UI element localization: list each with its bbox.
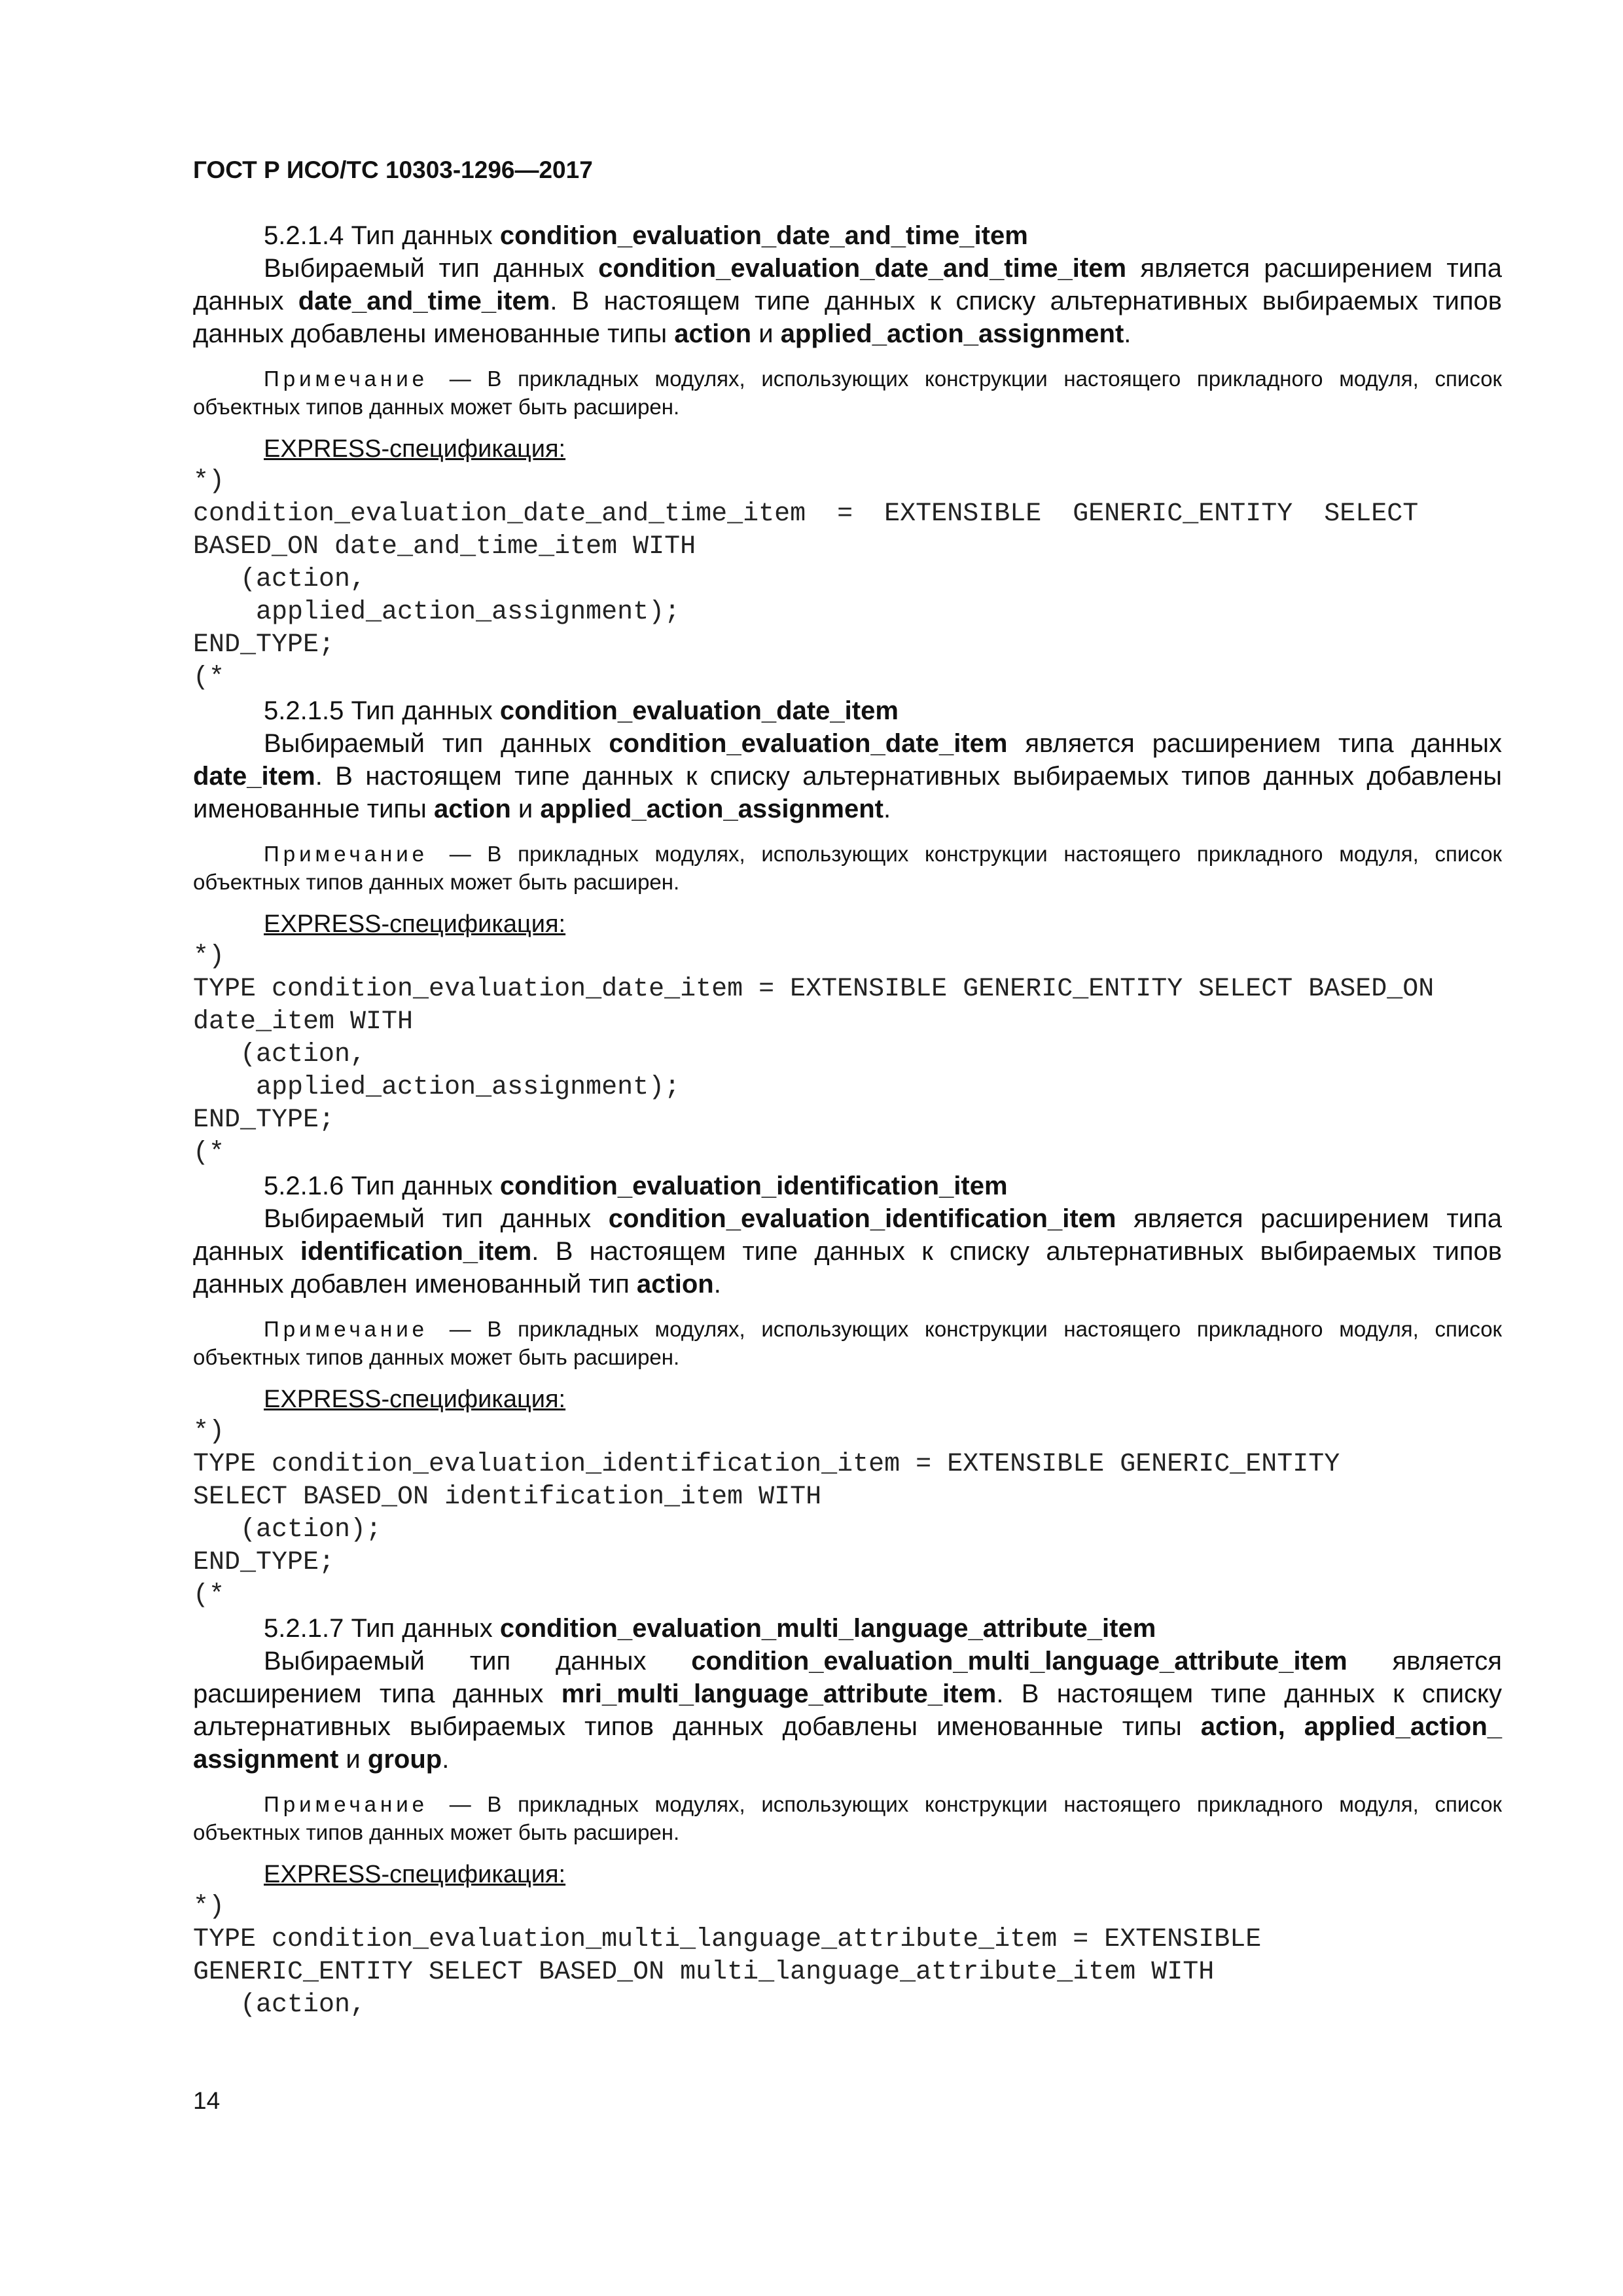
para-term: applied_action_assignment	[780, 319, 1124, 348]
note	[193, 840, 1502, 896]
note	[193, 1790, 1502, 1846]
express-code-block: *) TYPE condition_evaluation_multi_language_attribute_item = EXTENSIBLE GENERIC_ENTITY SELECT BASED_ON multi_language_attribute_item WITH (action,	[193, 1892, 1262, 2020]
para-term: mri_multi_language_attribute_item	[561, 1679, 997, 1708]
section-paragraph	[193, 1645, 1502, 1776]
section-number: 5.2.1.5	[264, 696, 344, 725]
para-text: является расширением типа данных	[193, 254, 1502, 315]
express-spec-label: EXPRESS-спецификация:	[264, 910, 566, 938]
note-text: — В прикладных модулях, использующих конструкции настоящего прикладного модуля, список объектных типов данных может быть расширен.	[193, 367, 1502, 419]
section-paragraph	[193, 252, 1502, 350]
note-label: Примечание	[264, 842, 429, 866]
section-type-name: condition_evaluation_date_and_time_item	[499, 221, 1028, 250]
para-text: . В настоящем типе данных к списку альтернативных выбираемых типов данных добавлены именованные типы	[193, 1679, 1502, 1741]
para-term: group	[367, 1745, 442, 1774]
section-paragraph	[193, 727, 1502, 825]
express-spec-label: EXPRESS-спецификация:	[264, 1861, 566, 1888]
note-text: — В прикладных модулях, использующих конструкции настоящего прикладного модуля, список объектных типов данных может быть расширен.	[193, 842, 1502, 894]
express-spec-label: EXPRESS-спецификация:	[264, 435, 566, 463]
para-term: condition_evaluation_date_item	[609, 729, 1008, 758]
section-title-prefix: Тип данных	[351, 1614, 493, 1643]
express-code-block: *) TYPE condition_evaluation_identification_item = EXTENSIBLE GENERIC_ENTITY SELECT BASED_ON identification_item WITH (action); END_TYPE; (*	[193, 1417, 1340, 1610]
section-type-name: condition_evaluation_multi_language_attribute_item	[499, 1614, 1156, 1643]
para-term: identification_item	[300, 1237, 532, 1266]
express-code-block: *) TYPE condition_evaluation_date_item = EXTENSIBLE GENERIC_ENTITY SELECT BASED_ON date_item WITH (action, applied_action_assignment); END_TYPE; (*	[193, 942, 1435, 1168]
para-term: action	[674, 319, 752, 348]
para-term: action	[636, 1270, 714, 1299]
section-5-2-1-5	[193, 694, 1502, 1170]
para-text: и	[346, 1745, 361, 1774]
para-text: . В настоящем типе данных к списку альтернативных выбираемых типов данных добавлены именованные типы	[193, 287, 1502, 348]
para-text: . В настоящем типе данных к списку альтернативных выбираемых типов данных добавлены именованные типы	[193, 762, 1502, 823]
para-term: date_item	[193, 762, 315, 791]
section-5-2-1-4	[193, 219, 1502, 694]
note-label: Примечание	[264, 1792, 429, 1816]
para-term: date_and_time_item	[298, 287, 550, 315]
section-heading	[193, 219, 1502, 252]
para-text: . В настоящем типе данных к списку альтернативных выбираемых типов данных добавлен именованный тип	[193, 1237, 1502, 1299]
note	[193, 1315, 1502, 1371]
note-label: Примечание	[264, 1317, 429, 1341]
para-term: action	[433, 795, 511, 823]
express-code-block: *) condition_evaluation_date_and_time_item = EXTENSIBLE GENERIC_ENTITY SELECT BASED_ON date_and_time_item WITH (action, applied_action_assignment); END_TYPE; (*	[193, 467, 1419, 692]
para-text: является расширением типа данных	[1025, 729, 1502, 758]
note-text: — В прикладных модулях, использующих конструкции настоящего прикладного модуля, список объектных типов данных может быть расширен.	[193, 1317, 1502, 1369]
document-page	[193, 154, 1502, 2022]
para-text: и	[758, 319, 774, 348]
page-number: 14	[193, 2087, 221, 2114]
para-term: action, applied_action_ assignment	[193, 1712, 1503, 1774]
para-text: Выбираемый тип данных	[264, 254, 584, 283]
section-type-name: condition_evaluation_identification_item	[499, 1172, 1008, 1200]
section-number: 5.2.1.6	[264, 1172, 344, 1200]
para-term: condition_evaluation_multi_language_attribute_item	[691, 1647, 1347, 1676]
section-number: 5.2.1.4	[264, 221, 344, 250]
para-text: Выбираемый тип данных	[264, 1204, 592, 1233]
section-title-prefix: Тип данных	[351, 221, 493, 250]
section-number: 5.2.1.7	[264, 1614, 344, 1643]
section-paragraph	[193, 1202, 1502, 1300]
note-text: — В прикладных модулях, использующих конструкции настоящего прикладного модуля, список объектных типов данных может быть расширен.	[193, 1792, 1502, 1844]
para-text: .	[883, 795, 891, 823]
document-header: ГОСТ Р ИСО/ТС 10303-1296—2017	[193, 156, 593, 183]
section-heading	[193, 694, 1502, 727]
para-text: Выбираемый тип данных	[264, 1647, 647, 1676]
section-5-2-1-6	[193, 1170, 1502, 1612]
express-spec-label: EXPRESS-спецификация:	[264, 1386, 566, 1413]
section-title-prefix: Тип данных	[351, 1172, 493, 1200]
section-heading	[193, 1170, 1502, 1202]
section-heading	[193, 1612, 1502, 1645]
para-term: condition_evaluation_date_and_time_item	[598, 254, 1127, 283]
para-text: является расширением типа данных	[193, 1204, 1502, 1266]
para-text: и	[518, 795, 533, 823]
section-type-name: condition_evaluation_date_item	[499, 696, 899, 725]
section-title-prefix: Тип данных	[351, 696, 493, 725]
para-text: .	[713, 1270, 721, 1299]
para-text: .	[442, 1745, 450, 1774]
note-label: Примечание	[264, 367, 429, 391]
para-text: Выбираемый тип данных	[264, 729, 592, 758]
para-text: является расширением типа данных	[193, 1647, 1502, 1708]
para-term: condition_evaluation_identification_item	[608, 1204, 1116, 1233]
section-5-2-1-7	[193, 1612, 1502, 2022]
para-term: applied_action_assignment	[540, 795, 883, 823]
note	[193, 365, 1502, 421]
para-text: .	[1124, 319, 1132, 348]
